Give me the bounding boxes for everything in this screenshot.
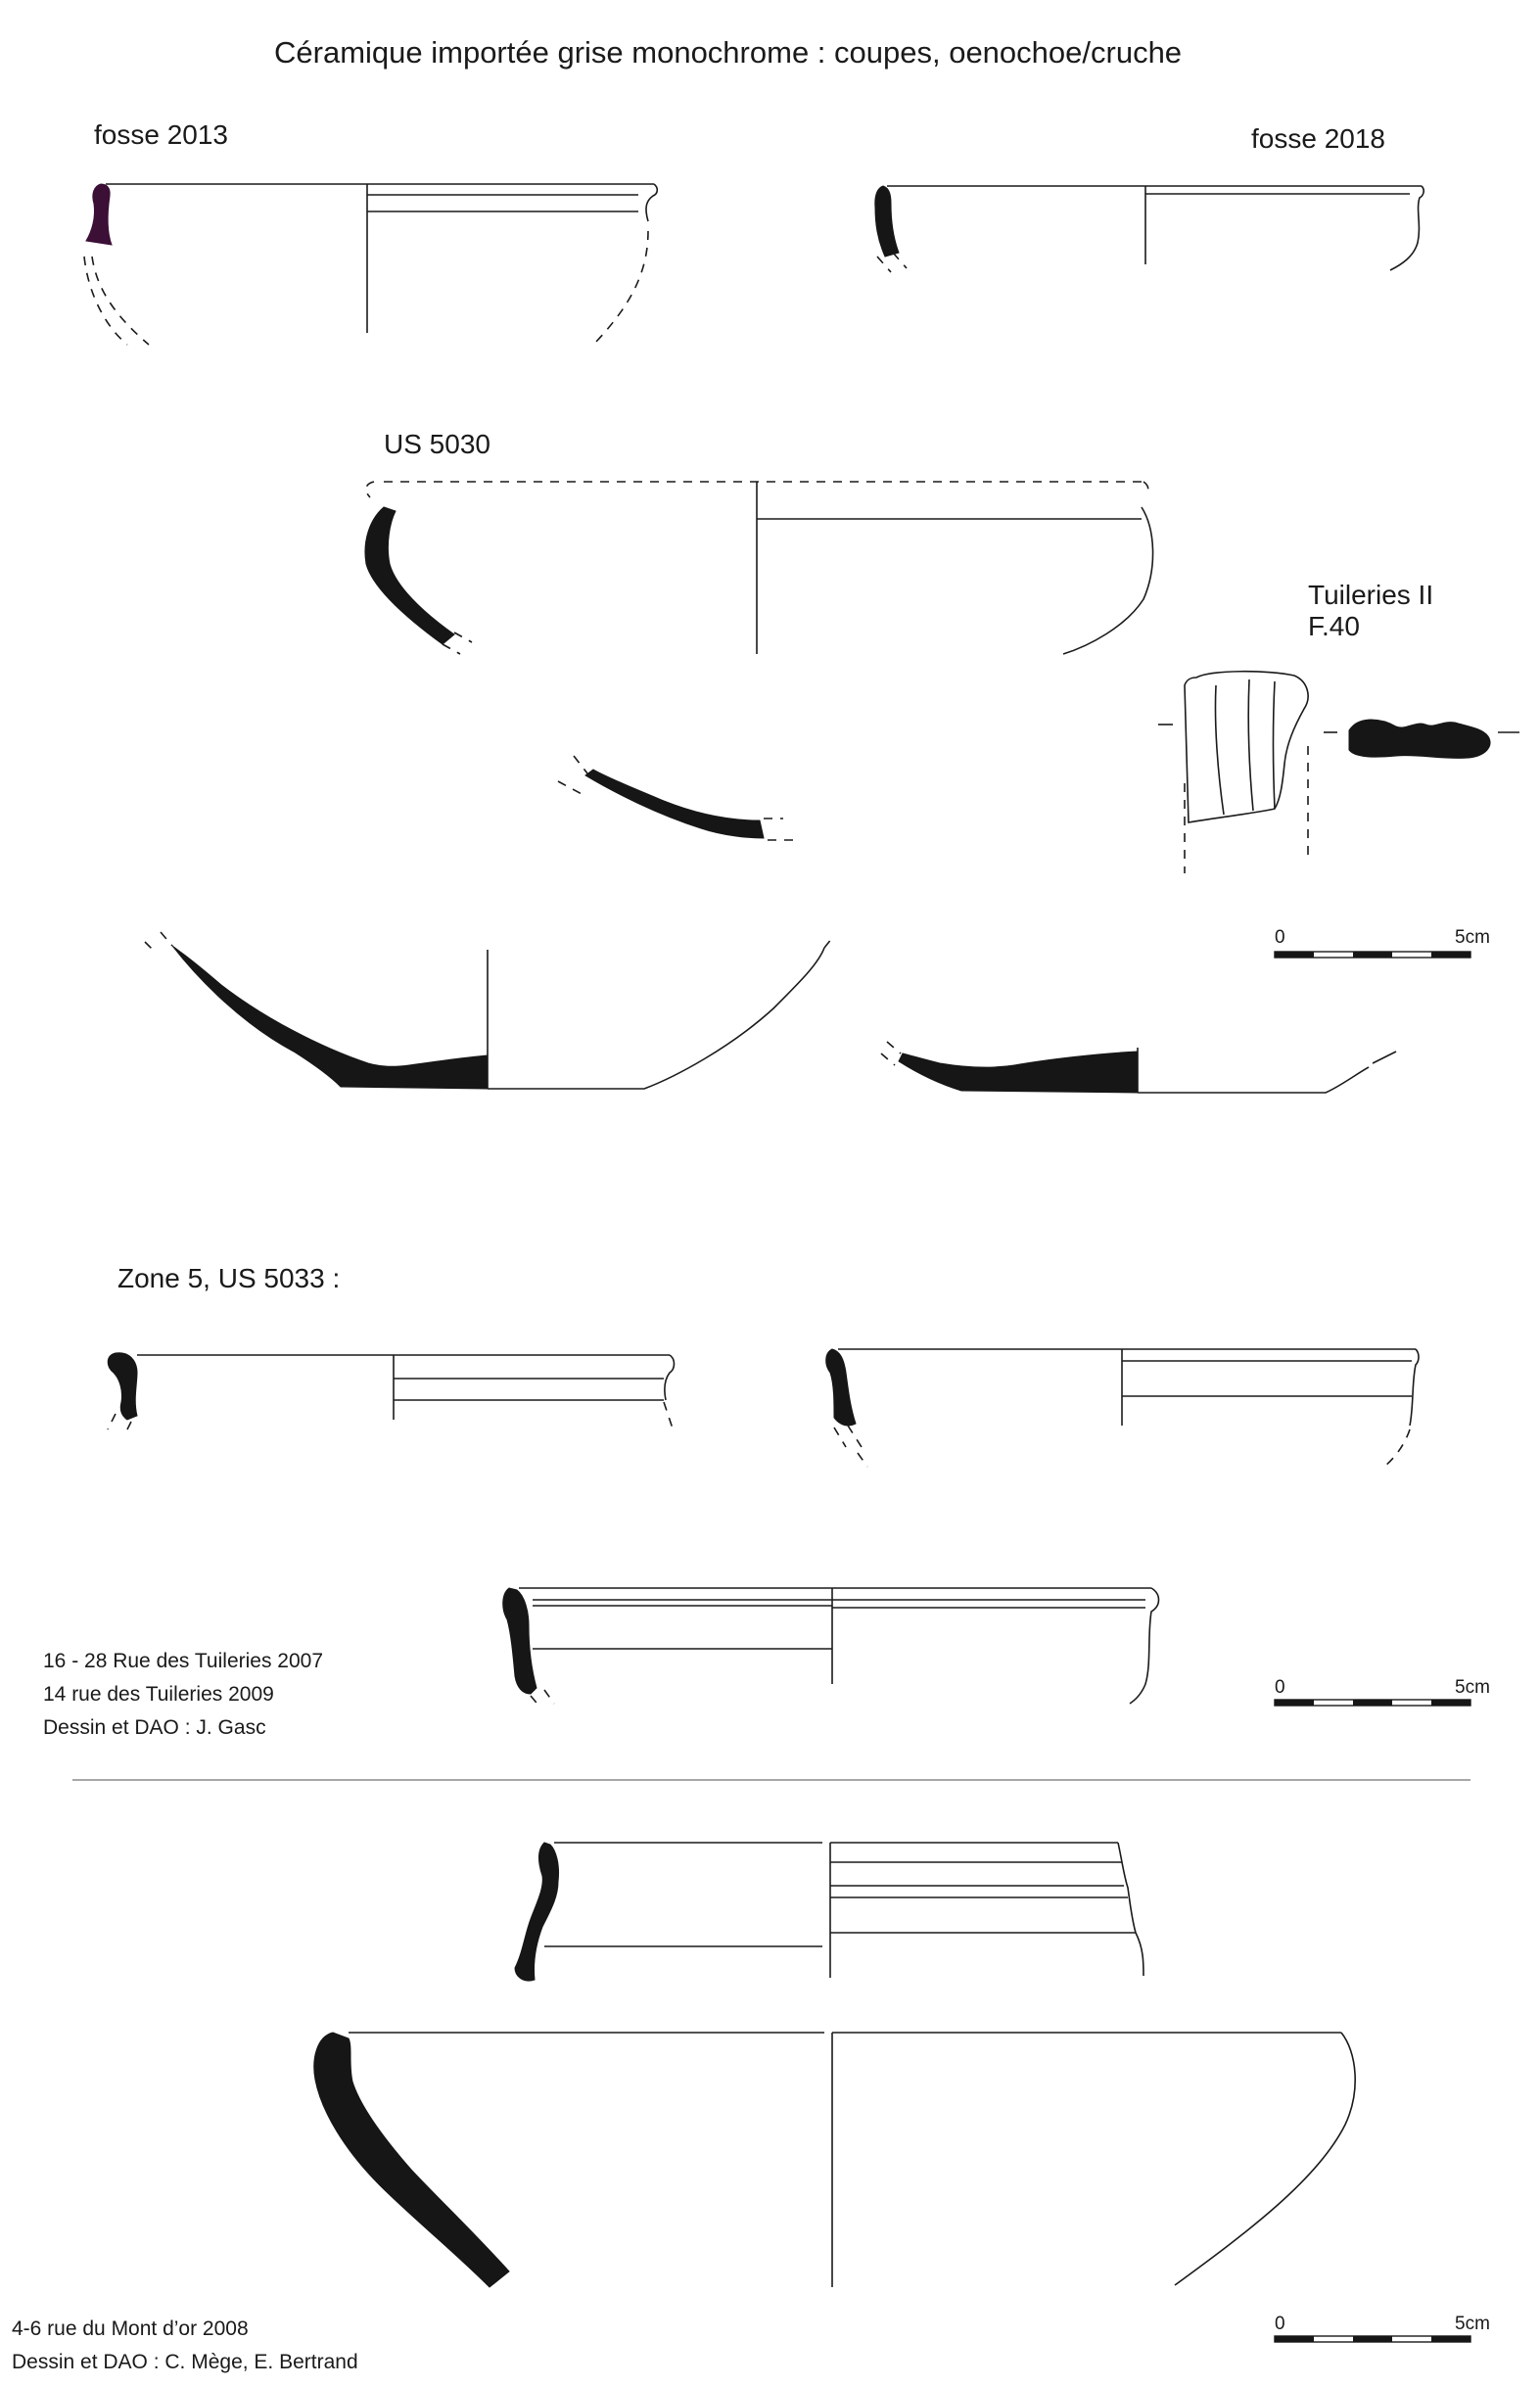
vessel-base-left — [145, 932, 832, 1089]
vessel-zone5-1 — [108, 1353, 675, 1433]
vessel-section — [875, 186, 899, 257]
vessel-fosse-2013 — [84, 184, 657, 345]
label-tuileries-ii: Tuileries II — [1308, 580, 1434, 610]
vessel-section — [515, 1843, 559, 1981]
vessel-section — [826, 1349, 856, 1426]
vessel-fosse-2018 — [875, 186, 1423, 272]
scale-bar-3 — [1275, 2336, 1470, 2342]
vessel-mont-dor-1 — [515, 1843, 1143, 1981]
scale-start-label: 0 — [1275, 2314, 1285, 2334]
sherd-fragment — [558, 756, 795, 840]
scale-bar-2 — [1275, 1700, 1470, 1706]
plate-title: Céramique importée grise monochrome : coupes, oenochoe/cruche — [274, 35, 1183, 70]
label-us-5030: US 5030 — [384, 429, 490, 459]
credit-line: 4-6 rue du Mont d’or 2008 — [12, 2317, 249, 2340]
label-fosse-2013: fosse 2013 — [94, 119, 228, 150]
credits-top — [43, 1645, 323, 1745]
credit-line: Dessin et DAO : C. Mège, E. Bertrand — [12, 2351, 358, 2374]
credit-line: 16 - 28 Rue des Tuileries 2007 — [43, 1650, 324, 1672]
vessel-section — [314, 2033, 509, 2287]
scale-end-label: 5cm — [1455, 1677, 1490, 1698]
vessel-section — [172, 946, 488, 1089]
vessel-section — [86, 184, 112, 245]
scale-end-label: 5cm — [1455, 927, 1490, 948]
handle-tuileries-f40 — [1158, 672, 1519, 873]
vessel-section — [108, 1353, 137, 1420]
label-fosse-2018: fosse 2018 — [1251, 123, 1385, 154]
vessel-mont-dor-2 — [314, 2033, 1355, 2287]
vessel-section — [585, 770, 764, 838]
vessel-section — [899, 1052, 1138, 1093]
label-zone5: Zone 5, US 5033 : — [117, 1263, 341, 1293]
vessel-base-right — [881, 1042, 1396, 1093]
credits-bottom — [12, 2313, 358, 2379]
scale-start-label: 0 — [1275, 927, 1285, 948]
scale-end-label: 5cm — [1455, 2314, 1490, 2334]
vessel-us-5030 — [365, 482, 1153, 654]
handle-section — [1349, 720, 1490, 758]
label-f40: F.40 — [1308, 611, 1360, 641]
scale-bar-1 — [1275, 952, 1470, 958]
credit-line: Dessin et DAO : J. Gasc — [43, 1716, 266, 1740]
credit-line: 14 rue des Tuileries 2009 — [43, 1683, 274, 1707]
vessel-zone5-3 — [503, 1588, 1159, 1708]
vessel-section — [365, 507, 454, 644]
vessel-section — [503, 1588, 537, 1694]
scale-start-label: 0 — [1275, 1677, 1285, 1698]
vessel-zone5-2 — [826, 1349, 1419, 1467]
